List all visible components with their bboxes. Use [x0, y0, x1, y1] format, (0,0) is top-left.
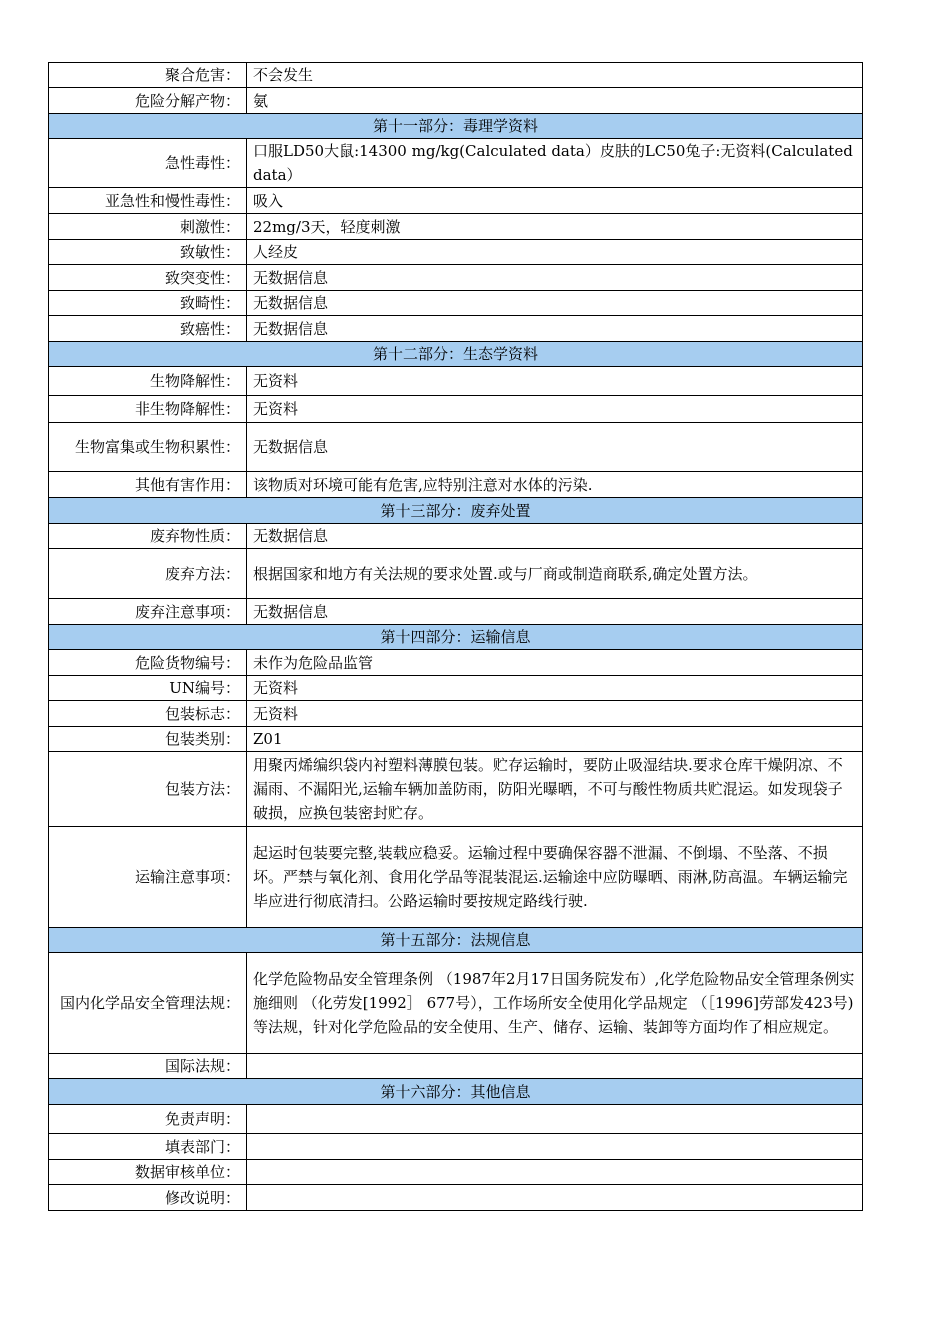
field-value: 化学危险物品安全管理条例 （1987年2月17日国务院发布）,化学危险物品安全管理条例实施细则 （化劳发[1992］ 677号），工作场所安全使用化学品规定 （［1996]劳部发423号)等法规，针对化学危险品的安全使用、生产、储存、运输、装卸等方面均作了相应规定。 — [247, 953, 863, 1054]
field-value: 用聚丙烯编织袋内衬塑料薄膜包装。贮存运输时，要防止吸湿结块.要求仓库干燥阴凉、不漏雨、不漏阳光,运输车辆加盖防雨，防阳光曝晒，不可与酸性物质共贮混运。如发现袋子破损，应换包装密封贮存。 — [247, 752, 863, 827]
field-label: 废弃物性质： — [49, 524, 247, 549]
field-label: 填表部门： — [49, 1134, 247, 1160]
table-row — [49, 1054, 863, 1079]
section-title: 第十二部分：生态学资料 — [49, 342, 863, 367]
field-value: 无资料 — [247, 396, 863, 423]
field-label: 聚合危害： — [49, 63, 247, 88]
table-row — [49, 1105, 863, 1134]
field-value: 无数据信息 — [247, 316, 863, 342]
field-value: 无资料 — [247, 676, 863, 701]
table-row — [49, 240, 863, 265]
field-label: UN编号： — [49, 676, 247, 701]
field-label: 包装标志： — [49, 701, 247, 727]
table-row — [49, 549, 863, 599]
field-label: 修改说明： — [49, 1185, 247, 1211]
field-label: 包装方法： — [49, 752, 247, 827]
field-value — [247, 1160, 863, 1185]
field-label: 致敏性： — [49, 240, 247, 265]
table-row — [49, 214, 863, 240]
field-value: 吸入 — [247, 188, 863, 214]
field-value: 该物质对环境可能有危害,应特别注意对水体的污染. — [247, 472, 863, 498]
table-row — [49, 752, 863, 827]
field-value: 无资料 — [247, 701, 863, 727]
field-label: 刺激性： — [49, 214, 247, 240]
table-row — [49, 367, 863, 396]
field-value: 人经皮 — [247, 240, 863, 265]
field-value — [247, 1105, 863, 1134]
field-value: 无资料 — [247, 367, 863, 396]
table-row — [49, 1134, 863, 1160]
field-label: 免责声明： — [49, 1105, 247, 1134]
field-value: 氨 — [247, 88, 863, 114]
section-header — [49, 1079, 863, 1105]
field-value: 无数据信息 — [247, 291, 863, 316]
table-row — [49, 701, 863, 727]
table-row — [49, 599, 863, 625]
table-row — [49, 316, 863, 342]
field-label: 运输注意事项： — [49, 827, 247, 928]
field-value: 根据国家和地方有关法规的要求处置.或与厂商或制造商联系,确定处置方法。 — [247, 549, 863, 599]
table-row — [49, 63, 863, 88]
field-label: 致畸性： — [49, 291, 247, 316]
table-row — [49, 139, 863, 188]
table-row — [49, 188, 863, 214]
table-row — [49, 953, 863, 1054]
field-label: 国内化学品安全管理法规： — [49, 953, 247, 1054]
field-value: 口服LD50大鼠:14300 mg/kg(Calculated data）皮肤的LC50兔子:无资料(Calculated data） — [247, 139, 863, 188]
section-header — [49, 928, 863, 953]
field-label: 其他有害作用： — [49, 472, 247, 498]
table-row — [49, 727, 863, 752]
section-title: 第十六部分：其他信息 — [49, 1079, 863, 1105]
field-label: 急性毒性： — [49, 139, 247, 188]
field-value: 未作为危险品监管 — [247, 650, 863, 676]
section-header — [49, 498, 863, 524]
field-label: 非生物降解性： — [49, 396, 247, 423]
field-label: 危险分解产物： — [49, 88, 247, 114]
table-row — [49, 472, 863, 498]
field-value — [247, 1134, 863, 1160]
table-row — [49, 396, 863, 423]
table-row — [49, 827, 863, 928]
field-label: 废弃方法： — [49, 549, 247, 599]
section-title: 第十四部分：运输信息 — [49, 625, 863, 650]
field-value — [247, 1185, 863, 1211]
table-row — [49, 650, 863, 676]
msds-table — [48, 62, 863, 1211]
table-row — [49, 423, 863, 472]
field-value: 不会发生 — [247, 63, 863, 88]
table-row — [49, 88, 863, 114]
field-value: 无数据信息 — [247, 265, 863, 291]
section-header — [49, 625, 863, 650]
field-value: 22mg/3天，轻度刺激 — [247, 214, 863, 240]
field-value: 无数据信息 — [247, 599, 863, 625]
field-value: 无数据信息 — [247, 423, 863, 472]
msds-table-body — [49, 63, 863, 1211]
field-label: 国际法规： — [49, 1054, 247, 1079]
field-label: 数据审核单位： — [49, 1160, 247, 1185]
field-label: 包装类别： — [49, 727, 247, 752]
table-row — [49, 676, 863, 701]
field-label: 致突变性： — [49, 265, 247, 291]
field-label: 危险货物编号： — [49, 650, 247, 676]
section-title: 第十五部分：法规信息 — [49, 928, 863, 953]
field-label: 生物降解性： — [49, 367, 247, 396]
table-row — [49, 524, 863, 549]
section-title: 第十一部分：毒理学资料 — [49, 114, 863, 139]
field-value: Z01 — [247, 727, 863, 752]
field-value — [247, 1054, 863, 1079]
field-label: 生物富集或生物积累性： — [49, 423, 247, 472]
table-row — [49, 291, 863, 316]
field-label: 致癌性： — [49, 316, 247, 342]
field-value: 起运时包装要完整,装载应稳妥。运输过程中要确保容器不泄漏、不倒塌、不坠落、不损坏。严禁与氧化剂、食用化学品等混装混运.运输途中应防曝晒、雨淋,防高温。车辆运输完毕应进行彻底清扫。公路运输时要按规定路线行驶. — [247, 827, 863, 928]
field-label: 废弃注意事项： — [49, 599, 247, 625]
field-value: 无数据信息 — [247, 524, 863, 549]
section-header — [49, 342, 863, 367]
table-row — [49, 1185, 863, 1211]
table-row — [49, 265, 863, 291]
section-header — [49, 114, 863, 139]
field-label: 亚急性和慢性毒性： — [49, 188, 247, 214]
table-row — [49, 1160, 863, 1185]
section-title: 第十三部分：废弃处置 — [49, 498, 863, 524]
